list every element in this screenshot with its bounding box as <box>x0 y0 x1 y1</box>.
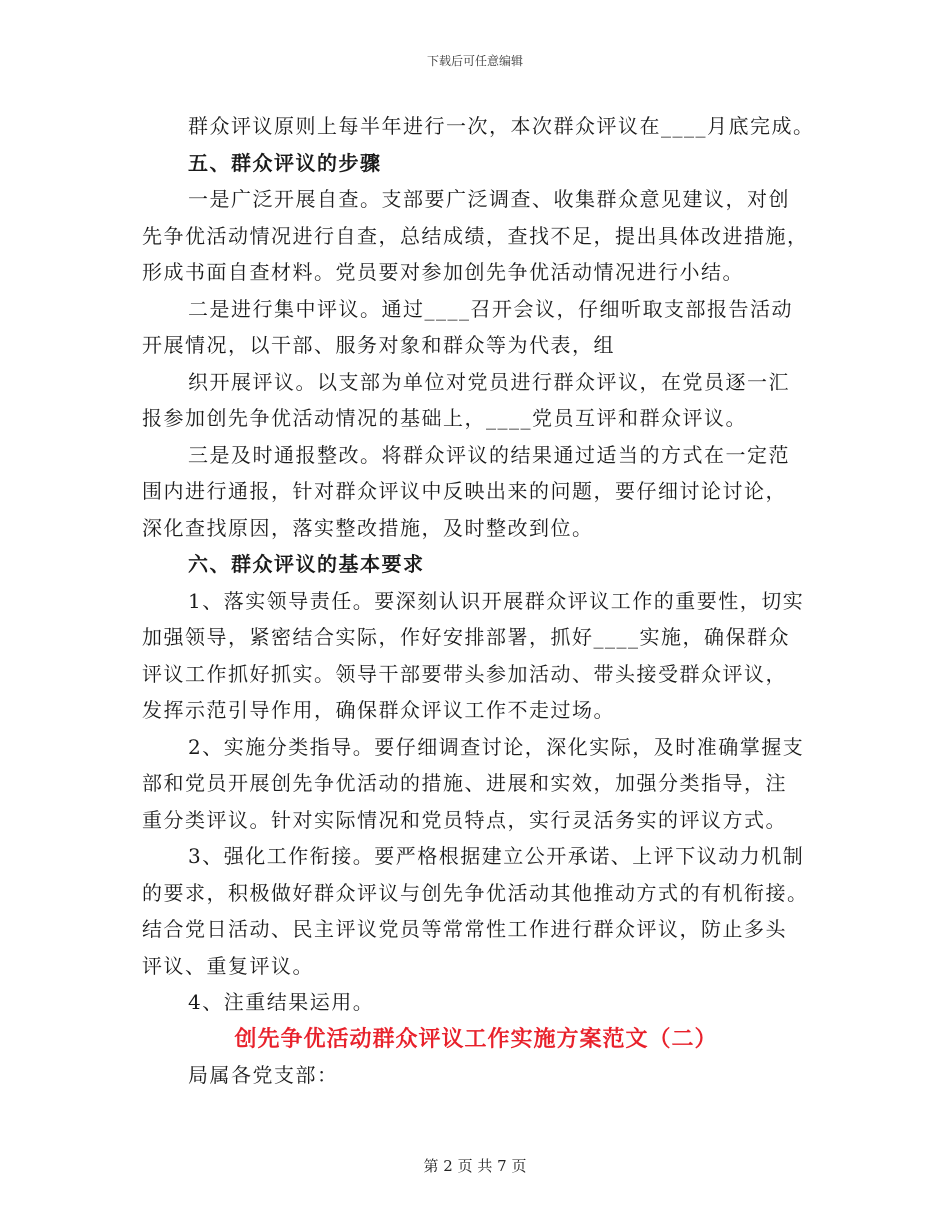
paragraph-line: 部和党员开展创先争优活动的措施、进展和实效，加强分类指导，注 <box>142 771 787 795</box>
paragraph-line: 形成书面自查材料。党员要对参加创先争优活动情况进行小结。 <box>142 260 744 284</box>
section-heading: 六、群众评议的基本要求 <box>188 552 425 576</box>
page-header: 下载后可任意编辑 <box>426 54 523 68</box>
paragraph-line: 的要求，积极做好群众评议与创先争优活动其他推动方式的有机衔接。 <box>142 880 809 905</box>
paragraph-line: 2、实施分类指导。要仔细调查讨论，深化实际，及时准确掌握支 <box>188 734 805 759</box>
paragraph-line: 加强领导，紧密结合实际，作好安排部署，抓好____实施，确保群众 <box>142 625 790 649</box>
paragraph-line: 报参加创先争优活动情况的基础上，____党员互评和群众评议。 <box>142 406 747 430</box>
paragraph-line: 先争优活动情况进行自查，总结成绩，查找不足，提出具体改进措施， <box>142 223 809 248</box>
document-title: 创先争优活动群众评议工作实施方案范文（二） <box>234 1025 718 1052</box>
paragraph-line: 评议、重复评议。 <box>142 953 314 978</box>
paragraph-line: 4、注重结果运用。 <box>188 990 375 1014</box>
paragraph-line: 二是进行集中评议。通过____召开会议，仔细听取支部报告活动 <box>188 296 793 321</box>
paragraph-line: 织开展评议。以支部为单位对党员进行群众评议，在党员逐一汇 <box>188 369 790 394</box>
paragraph-line: 1、落实领导责任。要深刻认识开展群众评议工作的重要性，切实 <box>188 588 805 613</box>
paragraph-line: 结合党日活动、民主评议党员等常常性工作进行群众评议，防止多头 <box>142 917 787 941</box>
paragraph-line: 开展情况，以干部、服务对象和群众等为代表，组 <box>142 333 615 357</box>
paragraph-line: 三是及时通报整改。将群众评议的结果通过适当的方式在一定范 <box>188 442 790 467</box>
paragraph-line: 群众评议原则上每半年进行一次，本次群众评议在____月底完成。 <box>188 114 815 138</box>
salutation: 局属各党支部： <box>188 1063 339 1087</box>
document-body <box>142 108 815 1094</box>
paragraph-line: 围内进行通报，针对群众评议中反映出来的问题，要仔细讨论讨论， <box>142 479 787 503</box>
paragraph-line: 重分类评议。针对实际情况和党员特点，实行灵活务实的评议方式。 <box>142 807 787 832</box>
paragraph-line: 一是广泛开展自查。支部要广泛调查、收集群众意见建议，对创 <box>188 187 790 211</box>
section-heading: 五、群众评议的步骤 <box>188 150 382 175</box>
paragraph-line: 3、强化工作衔接。要严格根据建立公开承诺、上评下议动力机制 <box>188 844 805 868</box>
paragraph-line: 发挥示范引导作用，确保群众评议工作不走过场。 <box>142 698 615 722</box>
paragraph-line: 深化查找原因，落实整改措施，及时整改到位。 <box>142 515 594 540</box>
page-footer: 第 2 页 共 7 页 <box>423 1157 527 1175</box>
paragraph-line: 评议工作抓好抓实。领导干部要带头参加活动、带头接受群众评议， <box>142 661 787 686</box>
